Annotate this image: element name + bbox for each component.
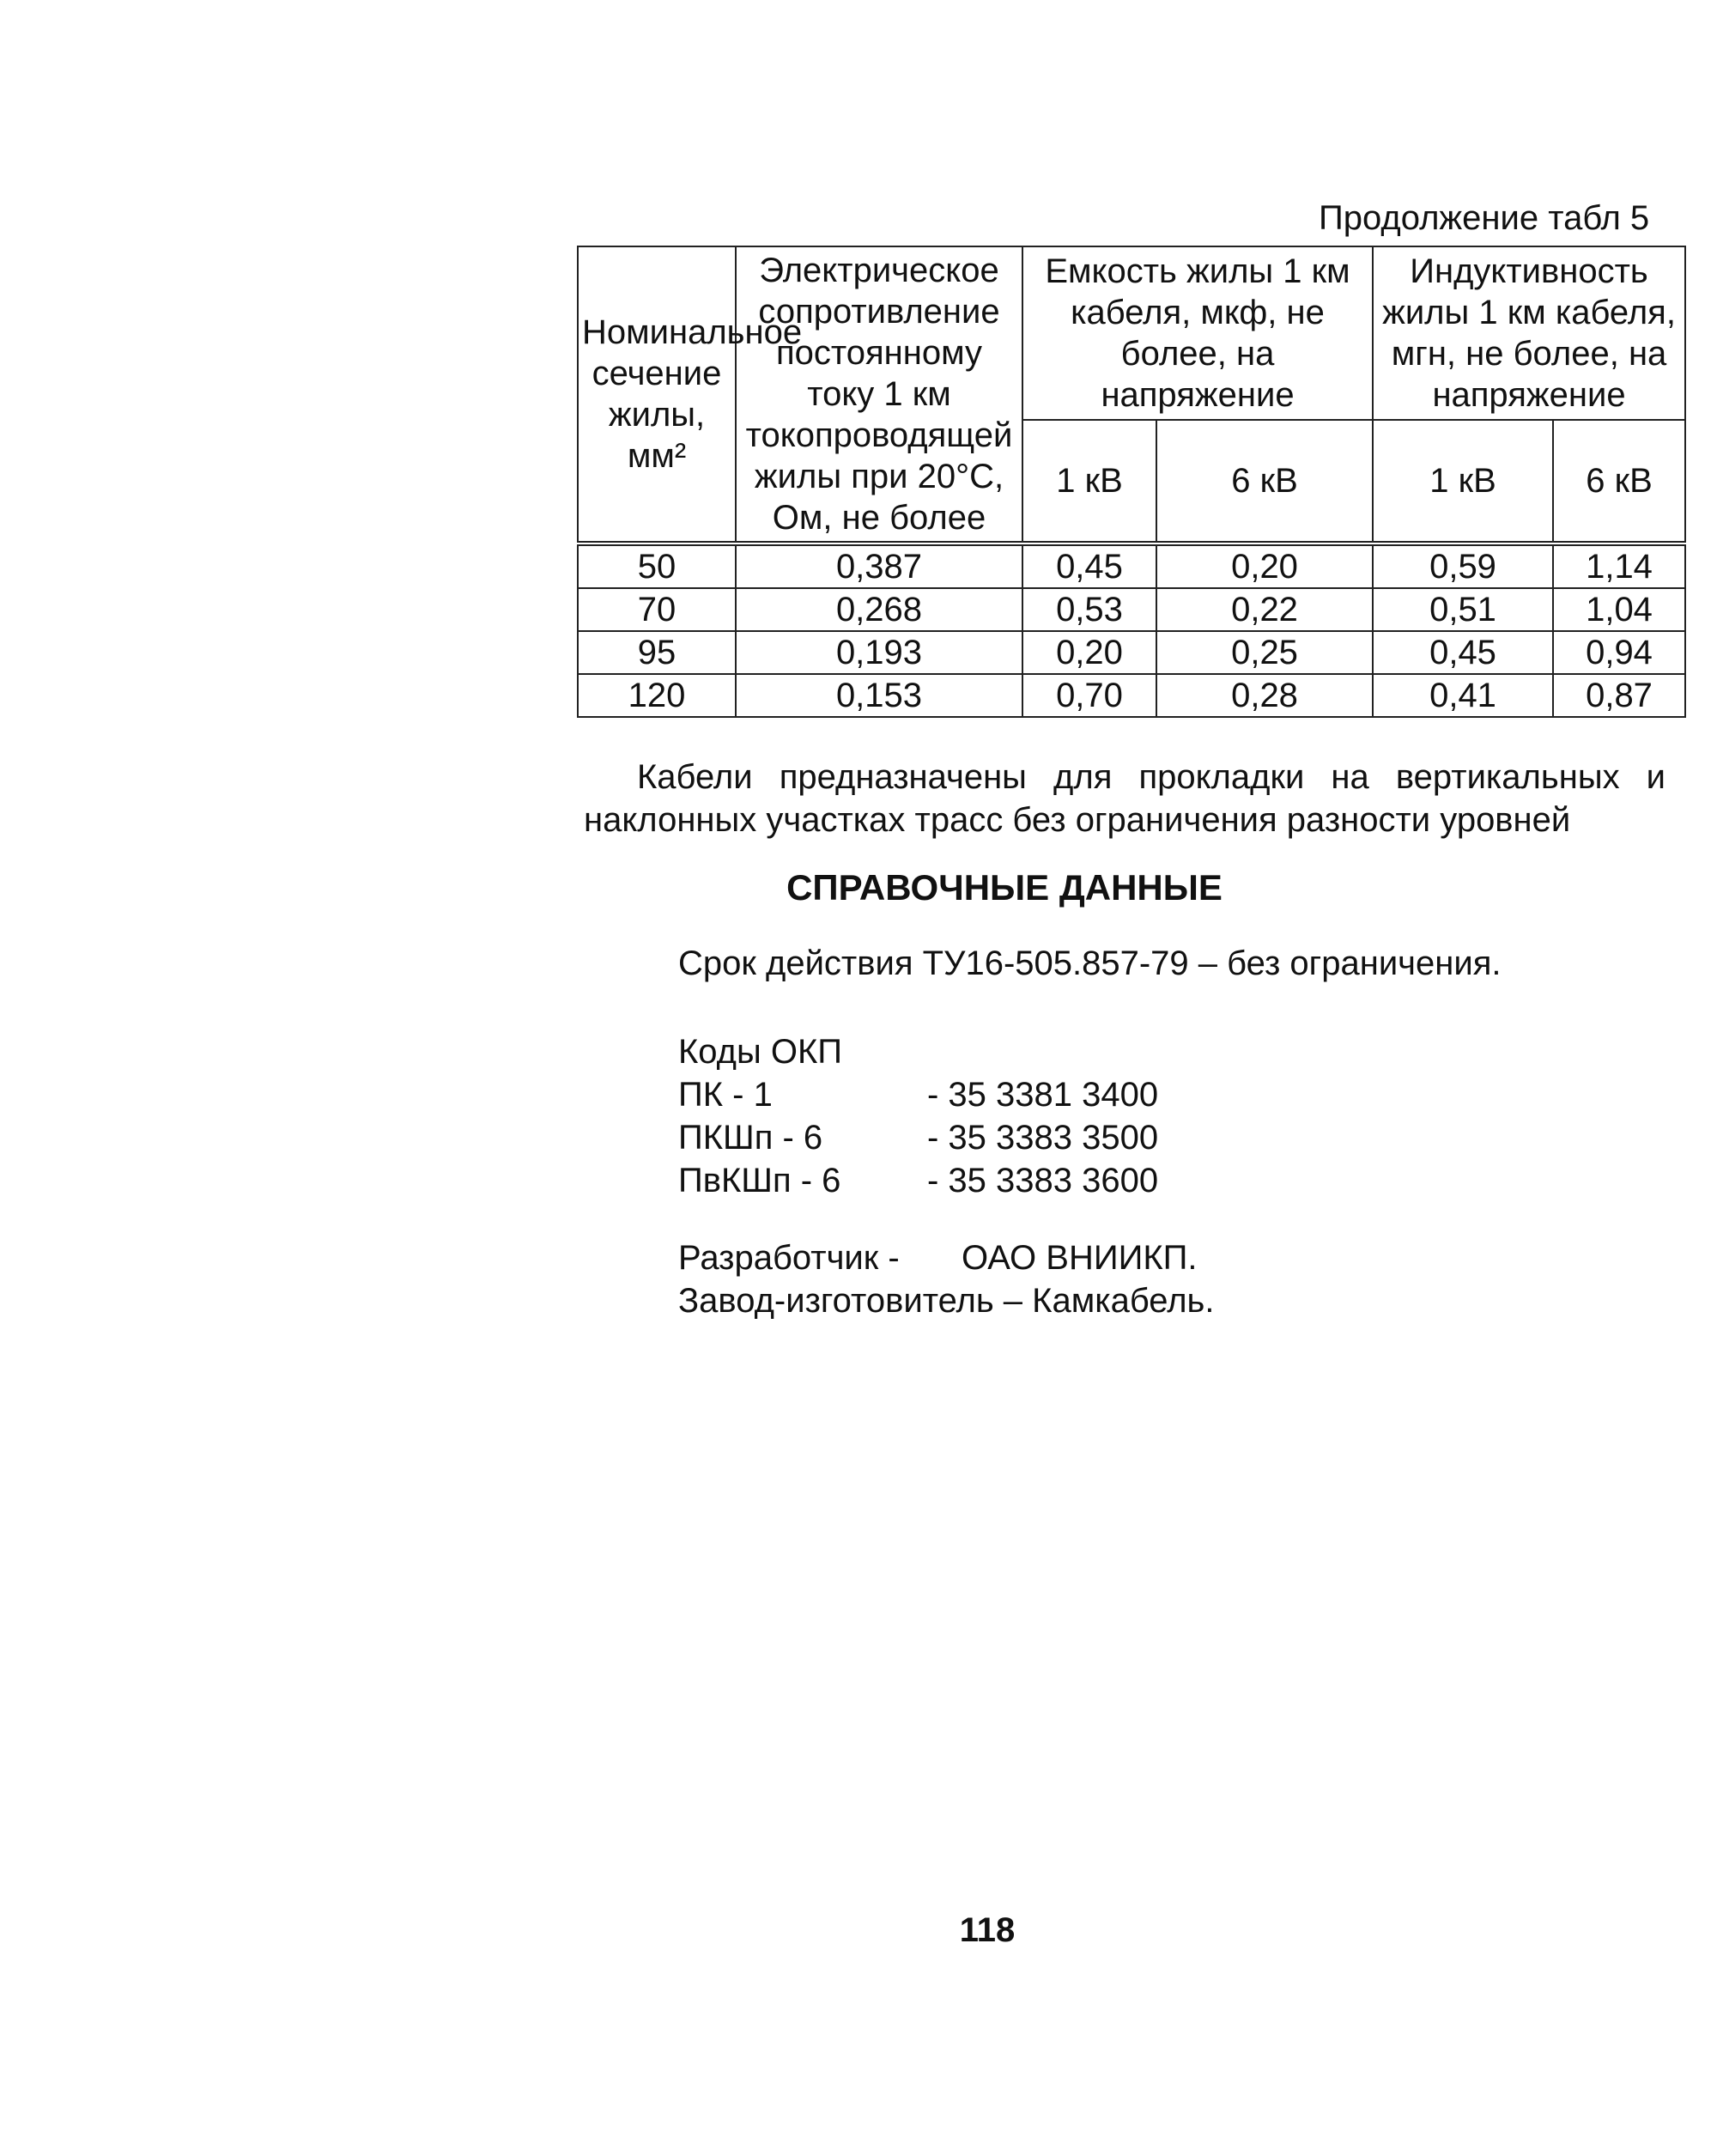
- purpose-paragraph: [584, 756, 1665, 841]
- cell-inductance-6kv: 0,87: [1553, 674, 1685, 717]
- cell-inductance-1kv: 0,41: [1373, 674, 1553, 717]
- manufacturer-text: Завод-изготовитель – Камкабель.: [678, 1282, 1215, 1320]
- cell-section: 70: [578, 588, 736, 631]
- header-inductance-1kv: 1 кВ: [1373, 420, 1553, 544]
- cell-capacitance-6kv: 0,28: [1156, 674, 1373, 717]
- cell-section: 120: [578, 674, 736, 717]
- developer-block: [678, 1236, 1215, 1322]
- cell-section: 50: [578, 544, 736, 588]
- reference-data-heading: СПРАВОЧНЫЕ ДАННЫЕ: [786, 867, 1223, 908]
- okp-product-name: ПКШп - 6: [678, 1119, 823, 1157]
- cell-inductance-1kv: 0,59: [1373, 544, 1553, 588]
- header-capacitance: Емкость жилы 1 км кабеля, мкф, не более, на напряжение: [1022, 246, 1373, 420]
- developer-value: ОАО ВНИИКП.: [962, 1239, 1198, 1277]
- cell-capacitance-6kv: 0,20: [1156, 544, 1373, 588]
- cell-capacitance-1kv: 0,70: [1022, 674, 1156, 717]
- okp-code-row: [678, 1116, 1158, 1159]
- cell-section: 95: [578, 631, 736, 674]
- okp-product-name: ПК - 1: [678, 1076, 773, 1114]
- okp-code-value: - 35 3381 3400: [927, 1076, 1159, 1114]
- validity-text: Срок действия ТУ16-505.857-79 – без ограничения.: [678, 944, 1502, 982]
- developer-row: [678, 1236, 1215, 1279]
- table-row: [578, 631, 1685, 674]
- header-capacitance-6kv: 6 кВ: [1156, 420, 1373, 544]
- cell-resistance: 0,387: [736, 544, 1022, 588]
- cell-capacitance-1kv: 0,20: [1022, 631, 1156, 674]
- cell-capacitance-1kv: 0,45: [1022, 544, 1156, 588]
- purpose-line-1: Кабели предназначены для прокладки на вертикальных и: [637, 758, 1665, 796]
- table-continuation-label: Продолжение табл 5: [1319, 199, 1650, 237]
- cell-inductance-1kv: 0,51: [1373, 588, 1553, 631]
- okp-code-value: - 35 3383 3600: [927, 1162, 1159, 1199]
- header-capacitance-1kv: 1 кВ: [1022, 420, 1156, 544]
- cell-capacitance-1kv: 0,53: [1022, 588, 1156, 631]
- cell-inductance-1kv: 0,45: [1373, 631, 1553, 674]
- cell-resistance: 0,268: [736, 588, 1022, 631]
- table-row: [578, 674, 1685, 717]
- developer-label: Разработчик -: [678, 1239, 900, 1277]
- table-row: [578, 588, 1685, 631]
- cell-inductance-6kv: 0,94: [1553, 631, 1685, 674]
- cell-capacitance-6kv: 0,22: [1156, 588, 1373, 631]
- okp-title: Коды ОКП: [678, 1033, 843, 1071]
- cell-capacitance-6kv: 0,25: [1156, 631, 1373, 674]
- okp-code-value: - 35 3383 3500: [927, 1119, 1159, 1157]
- header-inductance-6kv: 6 кВ: [1553, 420, 1685, 544]
- header-resistance: Электрическое сопротивление постоянному току 1 км токопроводящей жилы при 20°С, Ом, не более: [736, 246, 1022, 544]
- okp-code-row: [678, 1073, 1158, 1116]
- page-number: 118: [959, 1911, 1016, 1949]
- cell-inductance-6kv: 1,04: [1553, 588, 1685, 631]
- header-inductance: Индуктивность жилы 1 км кабеля, мгн, не более, на напряжение: [1373, 246, 1685, 420]
- header-section: Номинальное сечение жилы, мм²: [578, 246, 736, 544]
- purpose-line-2: наклонных участках трасс без ограничения разности уровней: [584, 801, 1571, 839]
- okp-code-row: [678, 1159, 1158, 1202]
- table-row: [578, 544, 1685, 588]
- okp-codes-block: [678, 1030, 1158, 1202]
- cell-resistance: 0,193: [736, 631, 1022, 674]
- cable-parameters-table: [577, 246, 1686, 718]
- cell-inductance-6kv: 1,14: [1553, 544, 1685, 588]
- cell-resistance: 0,153: [736, 674, 1022, 717]
- okp-product-name: ПвКШп - 6: [678, 1162, 841, 1199]
